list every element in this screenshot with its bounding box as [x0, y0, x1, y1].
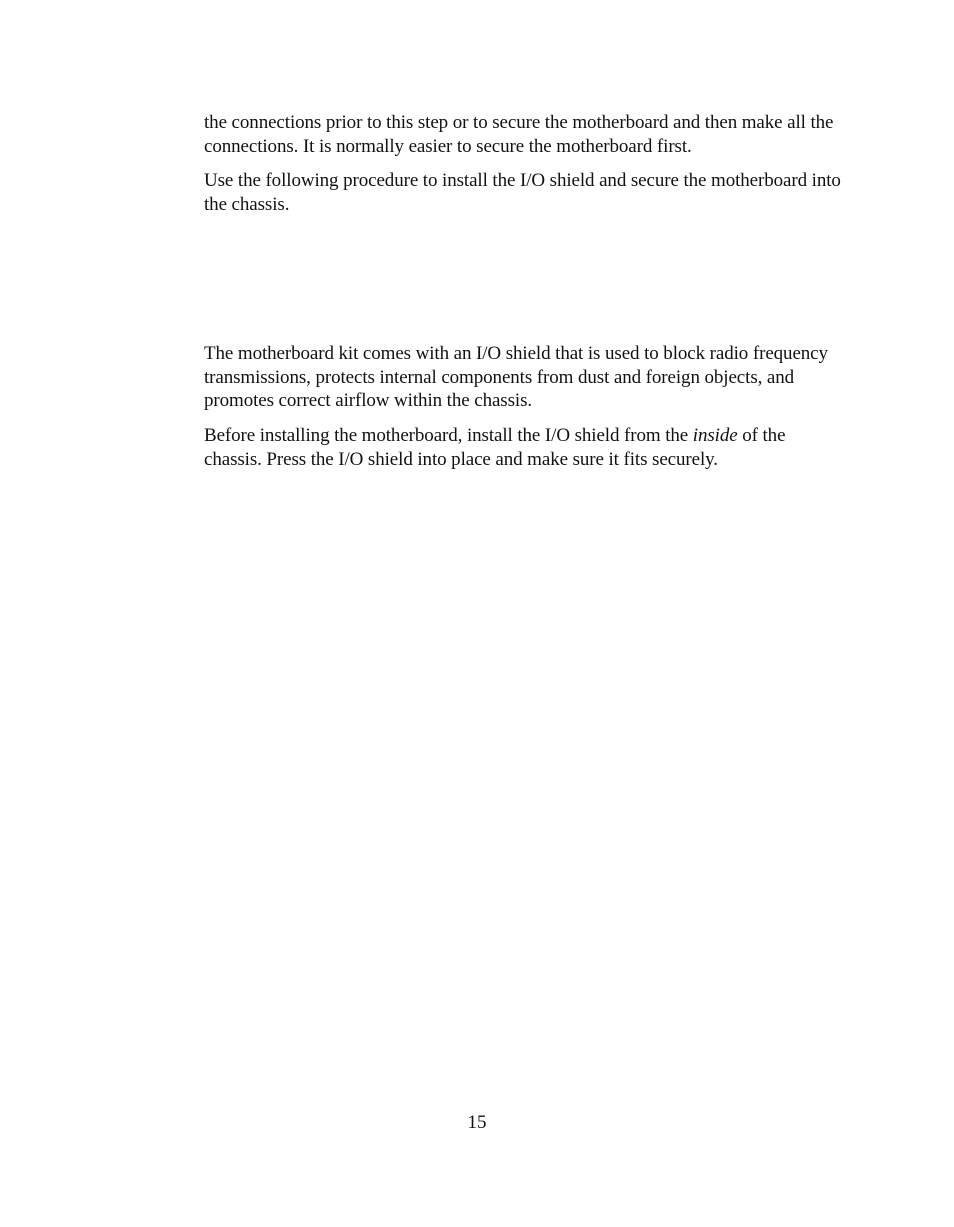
paragraph-io-shield-description: The motherboard kit comes with an I/O shield that is used to block radio frequency transmissions, protects internal components from dust and foreign objects, and promotes correct airflow within the chassis. — [204, 343, 828, 411]
paragraph-text-before: Before installing the motherboard, install the I/O shield from the — [204, 425, 693, 446]
emphasis-inside: inside — [692, 425, 738, 446]
page-number: 15 — [467, 1112, 487, 1133]
paragraph-text-after: of the chassis. Press the I/O shield into place and make sure it fits securely. — [204, 425, 786, 470]
paragraph-connections: the connections prior to this step or to secure the motherboard and then make all the connections. It is normally easier to secure the motherboard first. — [204, 112, 834, 157]
paragraph-procedure-intro: Use the following procedure to install the I/O shield and secure the motherboard into the chassis. — [204, 170, 841, 215]
paragraph-io-shield-install — [204, 424, 844, 471]
